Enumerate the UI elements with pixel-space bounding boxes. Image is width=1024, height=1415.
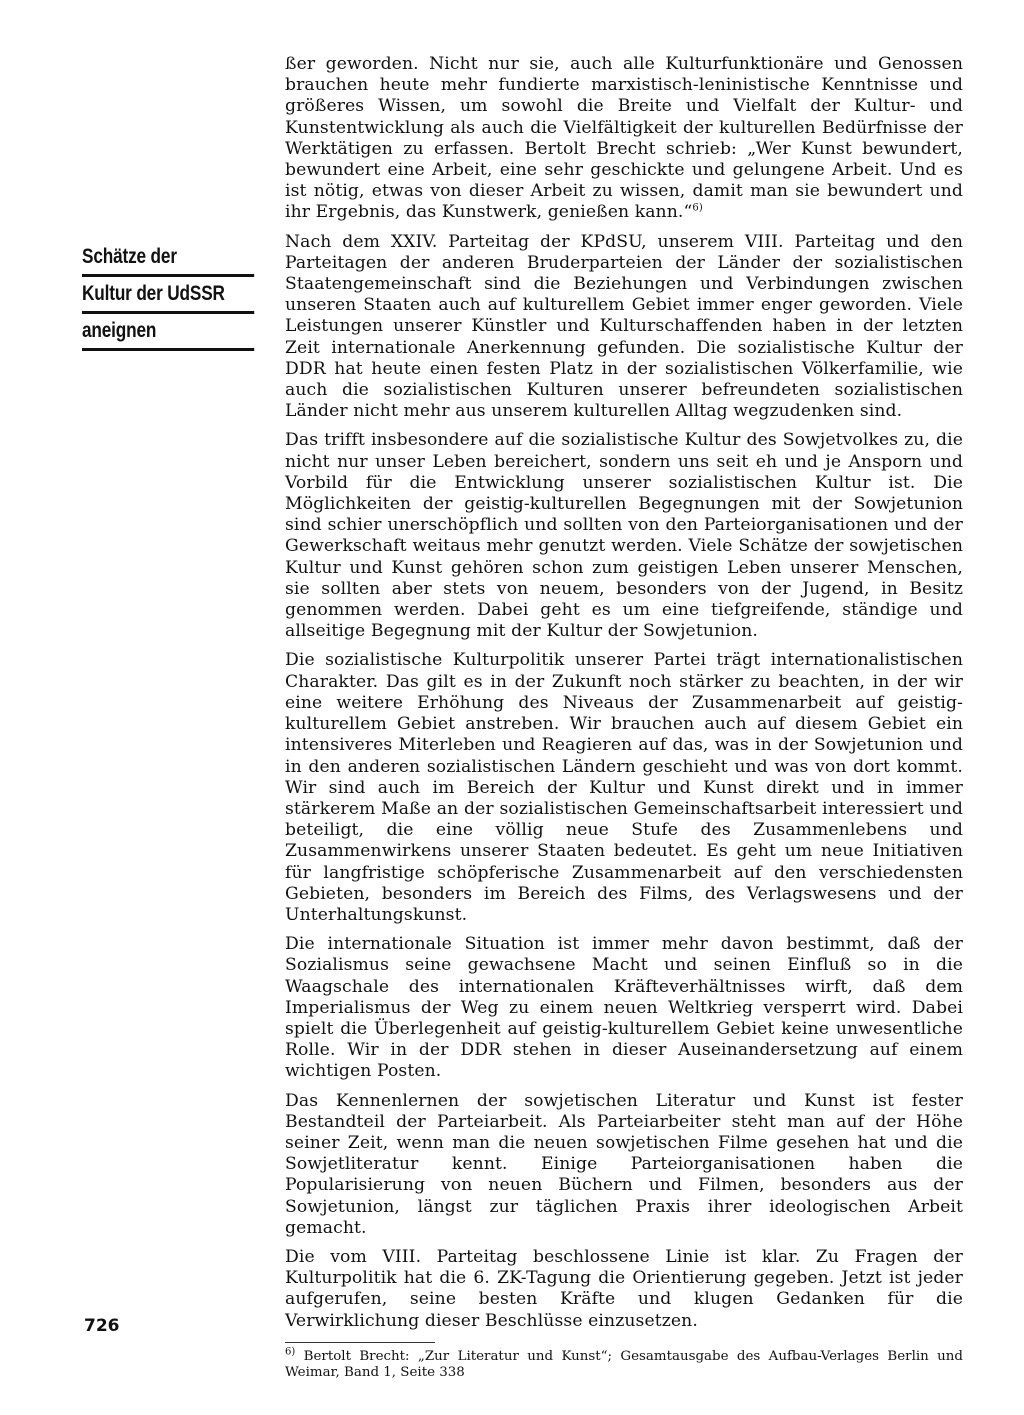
paragraph-2: Nach dem XXIV. Parteitag der KPdSU, unserem VIII. Parteitag und den Parteitagen der anderen Bruderparteien der Länder der sozialistischen Staatengemeinschaft sind die Beziehungen und Verbindungen zwischen unseren Staaten auch auf kulturellem Gebiet immer enger geworden. Viele Leistungen unserer Künstler und Kulturschaffenden haben in der letzten Zeit internationale Anerkennung gefunden. Die sozialistische Kultur der DDR hat heute einen festen Platz in der sozialistischen Völkerfamilie, wie auch die sozialistischen Kulturen unserer befreundeten sozialistischen Länder nicht mehr aus unserem kulturellen Alltag wegzudenken sind. (285, 231, 963, 422)
side-heading (82, 240, 230, 351)
paragraph-6: Das Kennenlernen der sowjetischen Literatur und Kunst ist fester Bestandteil der Parteiarbeit. Als Parteiarbeiter steht man auf der Höhe seiner Zeit, wenn man die neuen sowjetischen Filme gesehen hat und die Sowjetliteratur kennt. Einige Parteiorganisationen haben die Popularisierung von neuen Büchern und Filmen, besonders aus der Sowjetunion, längst zur täglichen Praxis ihrer ideologischen Arbeit gemacht. (285, 1090, 963, 1238)
paragraph-5: Die internationale Situation ist immer mehr davon bestimmt, daß der Sozialismus seine gewachsene Macht und seinen Einfluß so in die Waagschale des internationalen Kräfteverhältnisses wirft, daß dem Imperialismus der Weg zu einem neuen Weltkrieg versperrt wird. Dabei spielt die Überlegenheit auf geistig-kulturellem Gebiet keine unwesentliche Rolle. Wir in der DDR stehen in dieser Auseinandersetzung auf einem wichtigen Posten. (285, 934, 963, 1082)
footnote-text: Bertolt Brecht: „Zur Literatur und Kunst“; Gesamtausgabe des Aufbau-Verlages Berlin und Weimar, Band 1, Seite 338 (285, 1348, 963, 1380)
footnote-reference: 6) (692, 202, 703, 214)
paragraph-1 (285, 54, 963, 224)
side-heading-line-3: aneignen (82, 314, 254, 351)
footnote-divider (285, 1342, 435, 1343)
paragraph-4: Die sozialistische Kulturpolitik unserer Partei trägt internationalistischen Charakter. Das gilt es in der Zukunft noch stärker zu beachten, in der wir eine weitere Erhöhung des Niveaus der Zusammenarbeit auf geistig-kulturellem Gebiet anstreben. Wir brauchen auch auf diesem Gebiet ein intensiveres Miterleben und Reagieren auf das, was in der Sowjetunion und in den anderen sozialistischen Ländern geschieht und was von dort kommt. Wir sind auch im Bereich der Kultur und Kunst direkt und in immer stärkerem Maße an der sozialistischen Gemeinschaftsarbeit interessiert und beteiligt, die eine völlig neue Stufe des Zusammenlebens und Zusammenwirkens unserer Staaten bedeutet. Es geht um neue Initiativen für langfristige schöpferische Zusammenarbeit auf den verschiedensten Gebieten, besonders im Bereich des Films, des Verlagswesens und der Unterhaltungskunst. (285, 650, 963, 925)
page-number: 726 (84, 1316, 120, 1336)
side-heading-line-1: Schätze der (82, 240, 254, 277)
paragraph-7: Die vom VIII. Parteitag beschlossene Linie ist klar. Zu Fragen der Kulturpolitik hat die 6. ZK-Tagung die Orientierung gegeben. Jetzt ist jeder aufgerufen, seine besten Kräfte und klugen Gedanken für die Verwirklichung dieser Beschlüsse einzusetzen. (285, 1246, 963, 1331)
side-heading-line-2: Kultur der UdSSR (82, 277, 254, 314)
paragraph-1-text: ßer geworden. Nicht nur sie, auch alle Kulturfunktionäre und Genossen brauchen heute mehr fundierte marxistisch-leninistische Kenntnisse und größeres Wissen, um sowohl die Breite und Vielfalt der Kultur- und Kunstentwicklung als auch die Vielfältigkeit der kulturellen Bedürfnisse der Werktätigen zu erfassen. Bertolt Brecht schrieb: „Wer Kunst bewundert, bewundert eine Arbeit, eine sehr geschickte und gelungene Arbeit. Und es ist nötig, etwas von dieser Arbeit zu wissen, damit man sie bewundert und ihr Ergebnis, das Kunstwerk, genießen kann.“ (285, 54, 963, 223)
footnote-marker: 6) (285, 1346, 296, 1358)
main-text-column (285, 54, 963, 1381)
paragraph-3: Das trifft insbesondere auf die sozialistische Kultur des Sowjetvolkes zu, die nicht nur unser Leben bereichert, sondern uns seit eh und je Ansporn und Vorbild für die Entwicklung unserer sozialistischen Kultur ist. Die Möglichkeiten der geistig-kulturellen Begegnungen mit der Sowjetunion sind schier unerschöpflich und sollten von den Parteiorganisationen und der Gewerkschaft weitaus mehr genutzt werden. Viele Schätze der sowjetischen Kultur und Kunst gehören schon zum geistigen Leben unserer Menschen, sie sollten aber stets von neuem, besonders von der Jugend, in Besitz genommen werden. Dabei geht es um eine tiefgreifende, ständige und allseitige Begegnung mit der Kultur der Sowjetunion. (285, 430, 963, 642)
footnote (285, 1346, 963, 1381)
